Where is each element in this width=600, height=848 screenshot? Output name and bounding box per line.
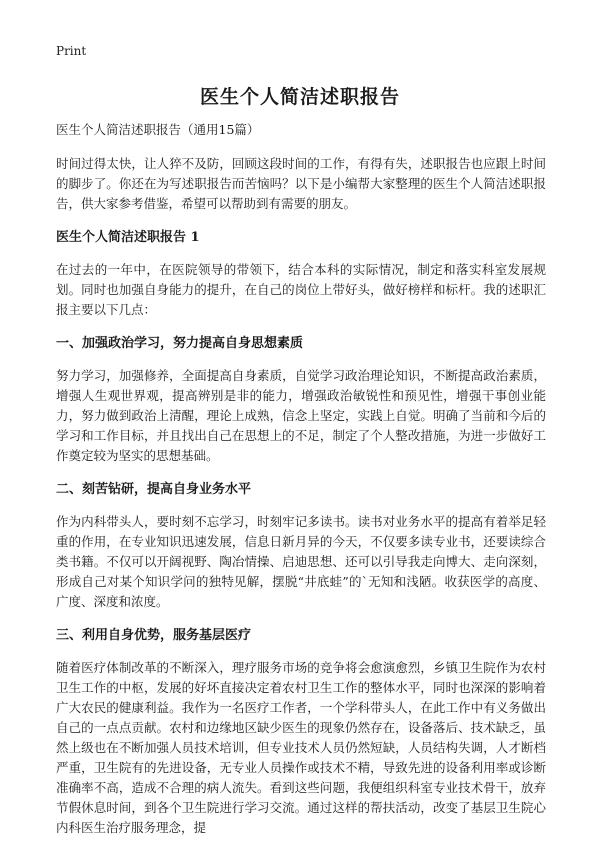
print-link[interactable]: Print <box>56 44 87 58</box>
section-1-paragraph: 努力学习，加强修养，全面提高自身素质，自觉学习政治理论知识，不断提高政治素质，增强人生观世界观，提高辨别是非的能力，增强政治敏锐性和预见性，增强干事创业能力，努力做到政治上清醒，理论上成熟，信念上坚定，实践上自觉。明确了当前和今后的学习和工作目标，并且找出自己在思想上的不足，制定了个人整改措施，为进一步做好工作奠定较为坚实的思想基础。 <box>56 368 546 463</box>
section-3-heading: 三、利用自身优势，服务基层医疗 <box>56 628 252 643</box>
section-1-heading: 一、加强政治学习，努力提高自身思想素质 <box>56 336 304 351</box>
document-subtitle: 医生个人简洁述职报告（通用15篇） <box>56 122 260 137</box>
report-1-intro-paragraph: 在过去的一年中，在医院领导的带领下，结合本科的实际情况，制定和落实科室发展规划。同时也加强自身能力的提升，在自己的岗位上带好头，做好榜样和标杆。我的述职汇报主要以下几点： <box>56 262 546 317</box>
section-2-heading: 二、刻苦钻研，提高自身业务水平 <box>56 482 252 497</box>
report-1-heading: 医生个人简洁述职报告 1 <box>56 230 200 245</box>
document-body <box>56 120 546 848</box>
section-3-paragraph: 随着医疗体制改革的不断深入，理疗服务市场的竞争将会愈演愈烈，乡镇卫生院作为农村卫生工作的中枢，发展的好坏直接决定着农村卫生工作的整体水平，同时也深深的影响着广大农民的健康利益。我作为一名医疗工作者，一个学科带头人，在此工作中有义务做出自己的一点点贡献。农村和边缘地区缺少医生的现象仍然存在，设备落后、技术缺乏，虽然上级也在不断加强人员技术培训，但专业技术人员仍然短缺，人员结构失调，人才断档严重，卫生院有的先进设备，无专业人员操作或技术不精，导致先进的设备利用率或诊断准确率不高，造成不合理的病人流失。看到这些问题，我便组织科室专业技术骨干，放弃节假休息时间，到各个卫生院进行学习交流。通过这样的帮扶活动，改变了基层卫生院心内科医生治疗服务理念，提 <box>56 660 546 835</box>
section-2-paragraph: 作为内科带头人，要时刻不忘学习，时刻牢记多读书。读书对业务水平的提高有着举足轻重的作用，在专业知识迅速发展，信息日新月异的今天，不仅要多读专业书，还要读综合类书籍。不仅可以开阔视野、陶冶情操、启迪思想、还可以引导我走向博大、走向深刻，形成自己对某个知识学问的独特见解，摆脱“井底蛙”的`无知和浅陋。收获医学的高度、广度、深度和浓度。 <box>56 514 546 609</box>
page-title: 医生个人简洁述职报告 <box>199 86 400 108</box>
intro-paragraph: 时间过得太快，让人猝不及防，回顾这段时间的工作，有得有失，述职报告也应跟上时间的脚步了。你还在为写述职报告而苦恼吗？以下是小编帮大家整理的医生个人简洁述职报告，供大家参考借鉴，希望可以帮助到有需要的朋友。 <box>56 156 546 211</box>
